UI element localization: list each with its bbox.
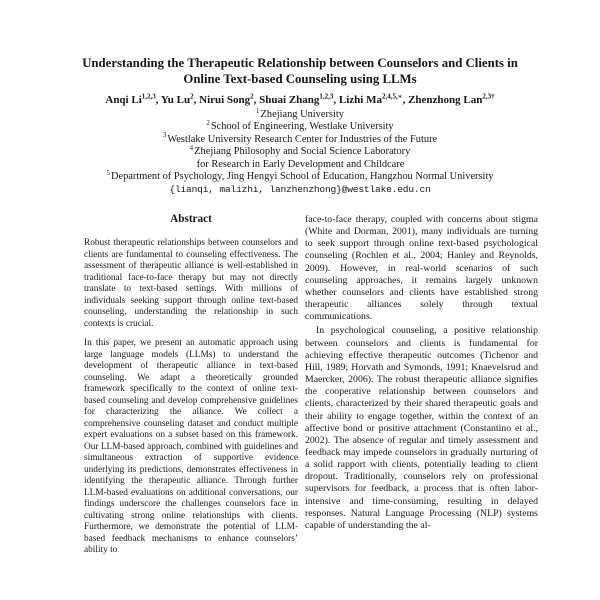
body-paragraph: face-to-face therapy, coupled with concerns about stigma (White and Dorman, 2001), many individuals are turning to seek support through online text-based psychological counseling (Rochlen et al., 2004; Hanley and Reynolds, 2009). However, in real-world scenarios of such counseling approaches, it remains largely unknown whether counselors and clients have established strong therapeutic alliances solely through textual communications. [305,214,538,323]
author-separator: , [333,94,339,106]
author-superscript: 2,4,5,∗ [382,92,403,101]
affiliation-superscript: 2 [206,118,210,127]
author-name: Yu Lu [160,94,191,106]
affiliation-text: Westlake University Research Center for Industries of the Future [167,133,438,145]
author-separator: , [193,94,200,106]
abstract-paragraph: In this paper, we present an automatic approach using large language models (LLMs) to understand the development of therapeutic alliance in text-based counseling. We adapt a theoretically grounded framework specifically to the context of online text-based counseling and develop comprehensive guidelines for characterizing the alliance. We collect a comprehensive counseling dataset and conduct multiple expert evaluations on a subset based on this framework. Our LLM-based approach, combined with guidelines and simultaneous extraction of supportive evidence underlying its predictions, demonstrates effectiveness in identifying the therapeutic alliance. Through further LLM-based evaluations on additional conversations, our findings underscore the challenges counselors face in cultivating strong online relationships with clients. Furthermore, we demonstrate the potential of LLM-based feedback mechanisms to enhance counselors’ ability to [84,338,298,555]
authors-line [0,94,600,107]
author [339,94,408,106]
author-superscript: 2,3† [482,92,495,101]
affiliations-block [0,106,600,197]
author-superscript: 2 [250,92,254,101]
paper-header [0,0,600,197]
affiliation-line [0,106,600,121]
author-separator: , [402,94,409,106]
author [259,94,339,106]
abstract-heading: Abstract [170,213,212,225]
author-superscript: 2 [190,92,194,101]
affiliation-superscript: 3 [162,131,167,140]
affiliation-superscript: 4 [189,143,194,152]
left-column [84,213,298,565]
author-name: Nirui Song [199,94,251,106]
abstract-paragraph: Robust therapeutic relationships between counselors and clients are fundamental to counseling effectiveness. The assessment of therapeutic alliance is well-established in traditional face-to-face therapy but may not directly translate to text-based settings. With millions of individuals seeking support through online text-based counseling, understanding the relationship in such contexts is crucial. [84,238,298,329]
abstract-body [84,238,298,557]
author-name: Lizhi Ma [338,94,382,106]
affiliation-line [0,168,600,183]
paper-title: Understanding the Therapeutic Relationship between Counselors and Clients in Online Text-based Counseling using LLMs [82,56,518,86]
affiliation-superscript: 1 [256,106,260,115]
affiliation-line [0,143,600,158]
affiliation-superscript: 5 [106,168,110,177]
contact-email: {lianqi, malizhi, lanzhenzhong}@westlake.edu.cn [169,184,431,196]
affiliation-line [0,131,600,146]
affiliation-text: for Research in Early Development and Childcare [196,158,405,170]
right-column [305,214,538,532]
affiliation-line [0,118,600,133]
affiliation-text: Department of Psychology, Jing Hengyi School of Education, Hangzhou Normal University [110,171,494,183]
author [161,94,199,106]
author [105,94,160,106]
affiliation-text: Zhejiang Philosophy and Social Science Laboratory [194,146,411,158]
affiliation-text: Zhejiang University [260,109,344,120]
author-separator: , [155,94,161,106]
affiliation-text: School of Engineering, Westlake University [210,121,394,133]
author-name: Zhenzhong Lan [408,94,483,106]
affiliation-line [0,159,600,171]
author-name: Shuai Zhang [259,94,320,106]
author [199,94,259,106]
body-paragraph: In psychological counseling, a positive relationship between counselors and clients is fundamental for achieving effective therapeutic outcomes (Tichenor and Hill, 1989; Horvath and Symonds, 1991; Knaevelsrud and Maercker, 2006). The robust therapeutic alliance signifies the cooperative relationship between counselors and clients, characterized by their shared therapeutic goals and their ability to engage together, within the context of an affective bond or positive attachment (Constantino et al., 2002). The absence of regular and timely assessment and feedback may impede counselors in gradually nurturing of a solid rapport with clients, potentially leading to client dropout. Traditionally, counselors rely on professional supervisors for feedback, a process that is often labor-intensive and time-consuming, resulting in delayed responses. Natural Language Processing (NLP) systems capable of understanding the al- [305,325,538,531]
author-superscript: 1,2,3 [141,92,156,101]
author-superscript: 1,2,3 [319,92,334,101]
author-separator: , [253,94,260,106]
author-name: Anqi Li [105,94,142,106]
author [408,94,495,106]
